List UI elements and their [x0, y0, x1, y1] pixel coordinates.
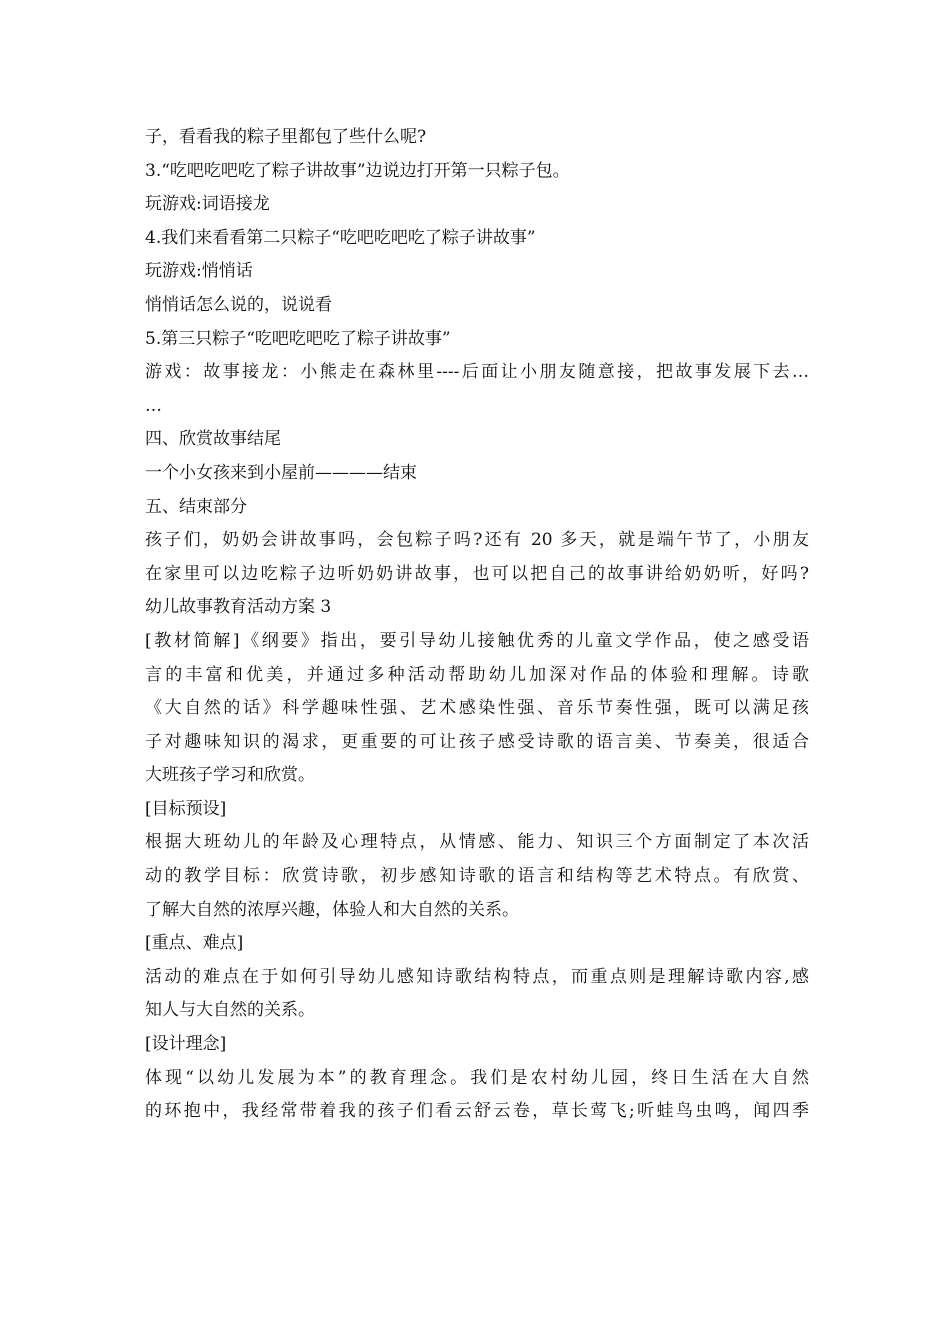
text-line: 活动的难点在于如何引导幼儿感知诗歌结构特点，而重点则是理解诗歌内容,感: [145, 966, 809, 987]
text-line: 《大自然的话》科学趣味性强、艺术感染性强、音乐节奏性强，既可以满足孩: [145, 698, 809, 719]
text-line: 3.“吃吧吃吧吃了粽子讲故事”边说边打开第一只粽子包。: [145, 160, 570, 181]
text-line: 子，看看我的粽子里都包了些什么呢?: [145, 127, 427, 147]
text-line: 根据大班幼儿的年龄及心理特点，从情感、能力、知识三个方面制定了本次活: [145, 832, 809, 853]
text-line: 在家里可以边吃粽子边听奶奶讲故事，也可以把自己的故事讲给奶奶听，好吗?: [145, 563, 809, 584]
text-line: 的环抱中，我经常带着我的孩子们看云舒云卷，草长莺飞;听蛙鸟虫鸣，闻四季: [145, 1101, 809, 1122]
text-line: 玩游戏:词语接龙: [145, 194, 270, 215]
text-line: 玩游戏:悄悄话: [145, 261, 253, 282]
section-heading: 五、结束部分: [145, 496, 247, 517]
text-line: 悄悄话怎么说的，说说看: [145, 294, 332, 315]
text-line: 孩子们，奶奶会讲故事吗，会包粽子吗?还有 20 多天，就是端午节了，小朋友: [145, 530, 809, 551]
text-line: 游戏：故事接龙：小熊走在森林里----后面让小朋友随意接，把故事发展下去…: [145, 362, 809, 383]
text-line: 了解大自然的浓厚兴趣，体验人和大自然的关系。: [145, 899, 519, 920]
document-title: 幼儿故事教育活动方案 3: [145, 597, 332, 618]
text-line: 一个小女孩来到小屋前————结束: [145, 462, 417, 483]
text-line: [教材简解]《纲要》指出，要引导幼儿接触优秀的儿童文学作品，使之感受语: [145, 630, 809, 651]
text-line: …: [145, 395, 162, 416]
text-line: 4.我们来看看第二只粽子“吃吧吃吧吃了粽子讲故事”: [145, 227, 536, 248]
text-line: 子对趣味知识的渴求，更重要的可让孩子感受诗歌的语言美、节奏美，很适合: [145, 731, 809, 752]
section-heading: 四、欣赏故事结尾: [145, 429, 281, 450]
text-line: 大班孩子学习和欣赏。: [145, 765, 315, 786]
text-line: 体现“以幼儿发展为本”的教育理念。我们是农村幼儿园，终日生活在大自然: [145, 1067, 809, 1088]
text-line: 动的教学目标：欣赏诗歌，初步感知诗歌的语言和结构等艺术特点。有欣赏、: [145, 866, 809, 887]
document-page: [145, 121, 809, 1129]
section-heading: [设计理念]: [145, 1034, 227, 1055]
text-line: 知人与大自然的关系。: [145, 1000, 315, 1021]
text-line: 言的丰富和优美，并通过多种活动帮助幼儿加深对作品的体验和理解。诗歌: [145, 664, 809, 685]
text-line: 5.第三只粽子“吃吧吃吧吃了粽子讲故事”: [145, 328, 451, 349]
section-heading: [重点、难点]: [145, 933, 244, 954]
section-heading: [目标预设]: [145, 798, 227, 819]
